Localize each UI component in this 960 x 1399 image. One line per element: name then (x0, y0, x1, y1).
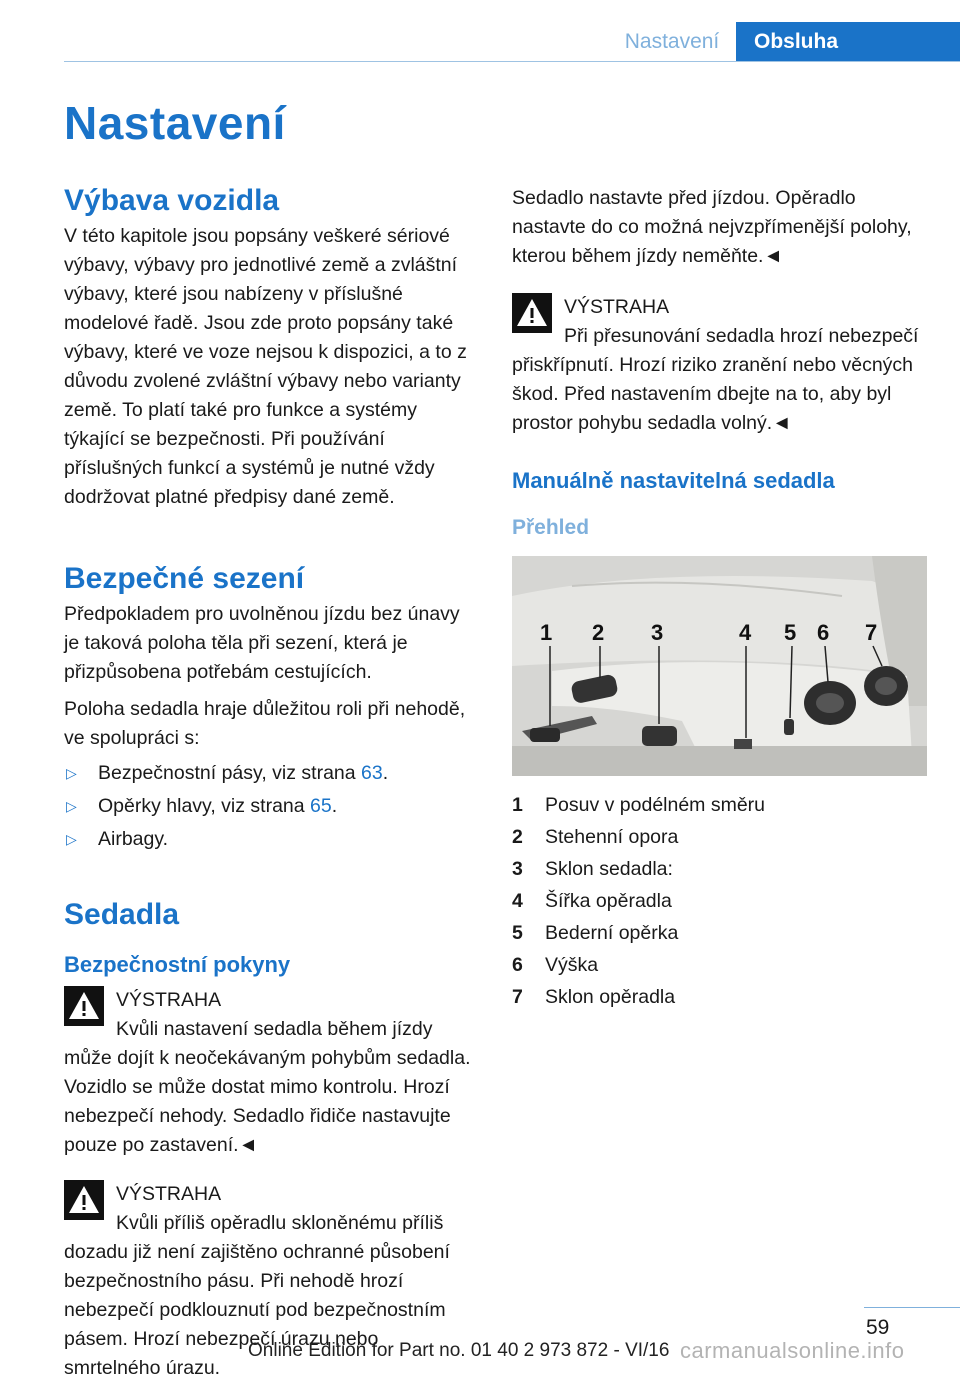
list-item: ▷ Opěrky hlavy, viz strana 65. (64, 792, 478, 821)
page-header (0, 22, 960, 62)
part-label: Sklon sedadla: (545, 858, 673, 880)
diagram-label-3: 3 (651, 620, 664, 645)
section-heading-vybava: Výbava vozidla (64, 184, 280, 217)
part-label: Sklon opěradla (545, 986, 676, 1008)
section-text-vybava: V této kapitole jsou popsány veškeré sériové výbavy, výbavy pro jednotlivé země a zvláštní výbavy, které jsou nabízeny v příslušné modelové řadě. Jsou zde proto popsány také výbavy, které ve voze nejsou k dispozici, a to z důvodu zvolené zvláštní výbavy nebo varianty země. To platí také pro funkce a systémy týkající se bezpečnosti. Při používání příslušných funkcí a systémů je nutné vždy dodržovat platné předpisy dané země. (64, 225, 467, 508)
table-row (512, 922, 765, 954)
table-row (512, 954, 765, 986)
warning-text: Kvůli příliš opěradlu skloněnému příliš dozadu již není zajištěno ochranné působení bezpečnostního pásu. Při nehodě hrozí nebezpečí podklouznutí pod bezpečnostním pásem. Hrozí nebezpečí úrazu nebo smrtelného úrazu. (64, 1212, 450, 1379)
edition-text: Online Edition for Part no. 01 40 2 973 872 - VI/16 (248, 1340, 670, 1361)
warning-box (64, 986, 478, 1160)
header-rule (64, 61, 960, 62)
part-number: 1 (512, 794, 523, 816)
warning-title: VÝSTRAHA (564, 296, 670, 318)
tab-obsluha[interactable]: Obsluha (736, 22, 960, 62)
paragraph-sedadlo-nastavte: Sedadlo nastavte před jízdou. Opěradlo nastavte do co možná nejvzpřímenější polohy, kterou během jízdy neměňte.◄ (512, 187, 912, 267)
warning-box (512, 293, 926, 438)
table-row (512, 986, 765, 1018)
right-column (512, 184, 926, 1018)
warning-triangle-icon (512, 293, 552, 333)
paragraph-predpokladem: Předpokladem pro uvolněnou jízdu bez únavy je taková poloha těla při sezení, která je přizpůsobena potřebám cestujících. (64, 603, 460, 683)
table-row (512, 890, 765, 922)
page-title: Nastavení (64, 97, 286, 149)
part-number: 3 (512, 858, 523, 880)
page-link-63[interactable]: 63 (361, 762, 383, 784)
part-number: 5 (512, 922, 523, 944)
bullet-list (64, 759, 478, 854)
part-label: Posuv v podélném směru (545, 794, 766, 816)
warning-triangle-icon (64, 1180, 104, 1220)
table-row (512, 858, 765, 890)
seat-illustration (512, 556, 927, 776)
section-heading-sedadla: Sedadla (64, 898, 180, 931)
watermark: carmanualsonline.info (680, 1338, 905, 1363)
parts-legend (512, 794, 765, 1018)
diagram-label-6: 6 (817, 620, 830, 645)
diagram-label-2: 2 (592, 620, 605, 645)
diagram-label-5: 5 (784, 620, 797, 645)
table-row (512, 794, 765, 826)
diagram-label-7: 7 (865, 620, 878, 645)
triangle-bullet-icon: ▷ (66, 798, 77, 814)
tab-nastaveni[interactable]: Nastavení (624, 30, 720, 53)
section-heading-bezpecne-sezeni: Bezpečné sezení (64, 562, 305, 595)
subheading-manualne-nastavitelna: Manuálně nastavitelná sedadla (512, 468, 835, 493)
warning-triangle-icon (64, 986, 104, 1026)
part-number: 6 (512, 954, 523, 976)
part-label: Bederní opěrka (545, 922, 679, 944)
left-column (64, 184, 478, 1399)
table-row (512, 826, 765, 858)
seat-diagram (512, 556, 927, 776)
part-number: 7 (512, 986, 523, 1008)
list-item: ▷ Airbagy. (64, 825, 478, 854)
list-item: ▷ Bezpečnostní pásy, viz strana 63. (64, 759, 478, 788)
diagram-label-4: 4 (739, 620, 752, 645)
paragraph-poloha: Poloha sedadla hraje důležitou roli při nehodě, ve spolupráci s: (64, 698, 466, 749)
subheading-bezpecnostni-pokyny: Bezpečnostní pokyny (64, 952, 291, 977)
warning-text: Při přesunování sedadla hrozí nebezpečí přiskřípnutí. Hrozí riziko zranění nebo věcných škod. Před nastavením dbejte na to, aby byl prostor pohybu sedadla volný.◄ (512, 325, 919, 434)
part-label: Šířka opěradla (545, 890, 672, 912)
footer-rule (864, 1307, 960, 1308)
diagram-label-1: 1 (540, 620, 553, 645)
part-number: 4 (512, 890, 523, 912)
part-number: 2 (512, 826, 523, 848)
triangle-bullet-icon: ▷ (66, 831, 77, 847)
warning-text: Kvůli nastavení sedadla během jízdy může dojít k neočekávaným pohybům sedadla. Vozidlo se může dostat mimo kontrolu. Hrozí nebezpečí nehody. Sedadlo řidiče nastavujte pouze po zastavení.◄ (64, 1018, 471, 1156)
page-number: 59 (866, 1316, 890, 1339)
part-label: Výška (545, 954, 599, 976)
triangle-bullet-icon: ▷ (66, 765, 77, 781)
warning-title: VÝSTRAHA (116, 989, 222, 1011)
part-label: Stehenní opora (545, 826, 679, 848)
page-link-65[interactable]: 65 (310, 795, 332, 817)
minor-heading-prehled: Přehled (512, 516, 590, 539)
warning-title: VÝSTRAHA (116, 1183, 222, 1205)
